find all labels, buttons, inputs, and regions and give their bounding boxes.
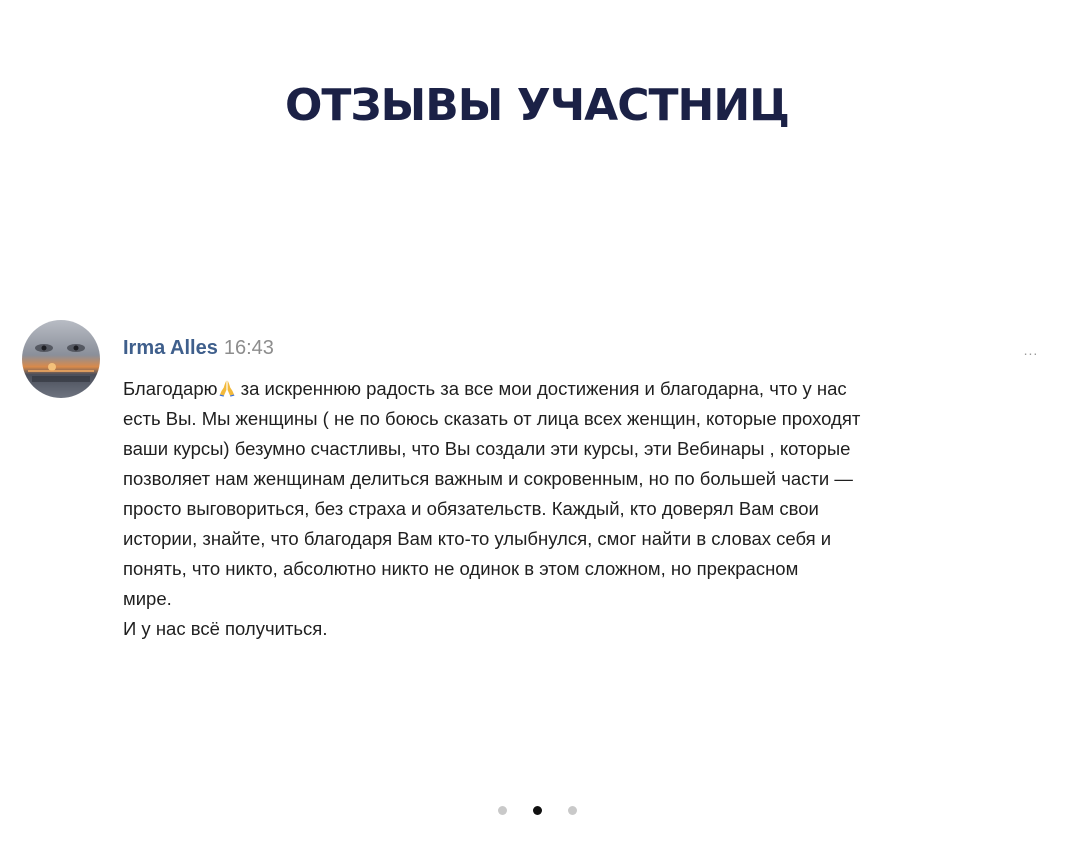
review-text — [123, 374, 1053, 644]
review-line: ваши курсы) безумно счастливы, что Вы создали эти курсы, эти Вебинары , которые — [123, 438, 851, 459]
review-line: просто выговориться, без страха и обязательств. Каждый, кто доверял Вам свои — [123, 498, 819, 519]
pray-emoji-icon — [218, 379, 236, 397]
avatar-image — [22, 320, 100, 398]
review-line: понять, что никто, абсолютно никто не одинок в этом сложном, но прекрасном — [123, 558, 799, 579]
more-options-button[interactable]: ... — [1023, 342, 1039, 358]
carousel-dot-1[interactable] — [498, 806, 507, 815]
review-line: мире. — [123, 588, 172, 609]
carousel-dot-2[interactable] — [533, 806, 542, 815]
post-time: 16:43 — [223, 337, 274, 359]
review-line-start: Благодарю — [123, 378, 218, 399]
review-line: И у нас всё получиться. — [123, 618, 328, 639]
carousel-pagination — [0, 806, 1074, 818]
author-name[interactable]: Irma Alles — [123, 337, 218, 359]
author-line — [123, 336, 274, 360]
review-line: позволяет нам женщинам делиться важным и сокровенным, но по большей части — — [123, 468, 853, 489]
review-line: истории, знайте, что благодаря Вам кто-то улыбнулся, смог найти в словах себя и — [123, 528, 832, 549]
review-line — [123, 374, 1053, 404]
review-card — [0, 318, 1074, 658]
review-line-end: за искреннюю радость за все мои достижения и благодарна, что у нас — [235, 378, 847, 399]
review-line: есть Вы. Мы женщины ( не по боюсь сказать от лица всех женщин, которые проходят — [123, 408, 861, 429]
section-title: ОТЗЫВЫ УЧАСТНИЦ — [284, 80, 790, 131]
carousel-dot-3[interactable] — [568, 806, 577, 815]
avatar[interactable] — [22, 320, 100, 398]
